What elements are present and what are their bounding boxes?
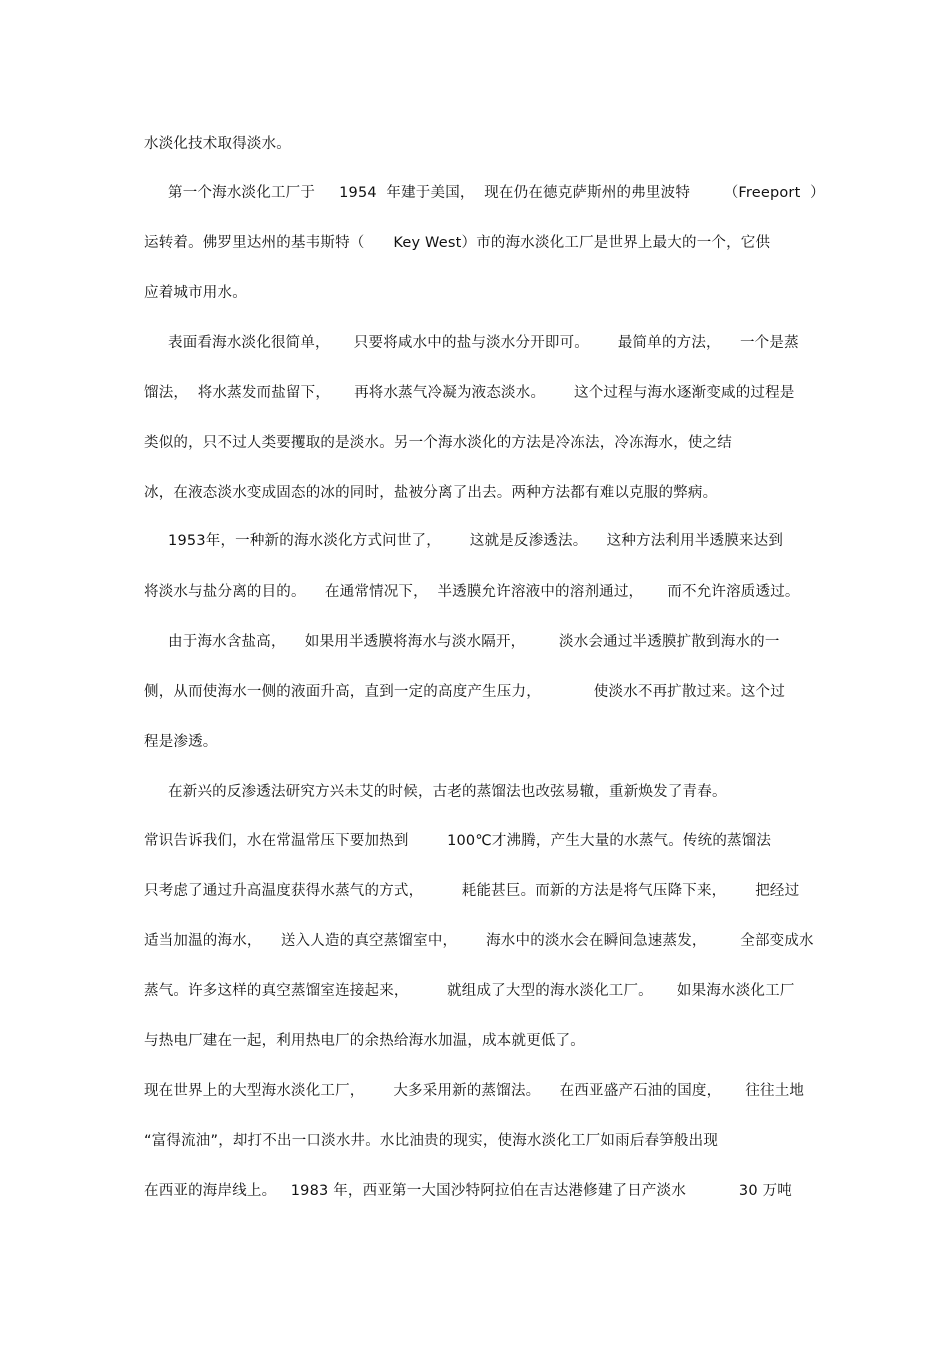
text-line: 常识告诉我们，水在常温常压下要加热到 100℃才沸腾，产生大量的水蒸气。传统的蒸馏法 [144, 833, 772, 849]
text-line: 第一个海水淡化工厂于 1954 年建于美国， 现在仍在德克萨斯州的弗里波特 （Freeport ） [144, 185, 825, 201]
text-line: 程是渗透。 [144, 734, 218, 750]
text-line: 适当加温的海水， 送入人造的真空蒸馏室中， 海水中的淡水会在瞬间急速蒸发， 全部变成水 [144, 933, 814, 949]
text-line: 现在世界上的大型海水淡化工厂， 大多采用新的蒸馏法。 在西亚盛产石油的国度， 往往土地 [144, 1083, 805, 1099]
text-line: 应着城市用水。 [144, 285, 247, 301]
text-line: 将淡水与盐分离的目的。 在通常情况下， 半透膜允许溶液中的溶剂通过， 而不允许溶质透过。 [144, 584, 800, 600]
text-line: 只考虑了通过升高温度获得水蒸气的方式， 耗能甚巨。而新的方法是将气压降下来， 把经过 [144, 883, 800, 899]
text-line: 在西亚的海岸线上。 1983 年，西亚第一大国沙特阿拉伯在吉达港修建了日产淡水 30 万吨 [144, 1183, 792, 1199]
text-line: “富得流油”，却打不出一口淡水井。水比油贵的现实，使海水淡化工厂如雨后春笋般出现 [144, 1133, 719, 1149]
text-line: 表面看海水淡化很简单， 只要将咸水中的盐与淡水分开即可。 最简单的方法， 一个是蒸 [144, 335, 799, 351]
text-line: 冰，在液态淡水变成固态的冰的同时，盐被分离了出去。两种方法都有难以克服的弊病。 [144, 485, 718, 501]
text-line: 与热电厂建在一起，利用热电厂的余热给海水加温，成本就更低了。 [144, 1033, 585, 1049]
text-line: 类似的，只不过人类要攫取的是淡水。另一个海水淡化的方法是冷冻法，冷冻海水，使之结 [144, 435, 732, 451]
text-line: 水淡化技术取得淡水。 [144, 136, 291, 152]
text-line: 由于海水含盐高， 如果用半透膜将海水与淡水隔开， 淡水会通过半透膜扩散到海水的一 [144, 634, 780, 650]
text-line: 蒸气。许多这样的真空蒸馏室连接起来， 就组成了大型的海水淡化工厂。 如果海水淡化工厂 [144, 983, 795, 999]
text-line: 运转着。佛罗里达州的基韦斯特（ Key West）市的海水淡化工厂是世界上最大的一个，它供 [144, 235, 771, 251]
text-line: 侧，从而使海水一侧的液面升高，直到一定的高度产生压力， 使淡水不再扩散过来。这个过 [144, 684, 785, 700]
text-line: 馏法， 将水蒸发而盐留下， 再将水蒸气冷凝为液态淡水。 这个过程与海水逐渐变咸的过程是 [144, 385, 795, 401]
text-line: 在新兴的反渗透法研究方兴未艾的时候，古老的蒸馏法也改弦易辙，重新焕发了青春。 [144, 784, 727, 800]
text-line: 1953年，一种新的海水淡化方式问世了， 这就是反渗透法。 这种方法利用半透膜来达到 [144, 533, 784, 549]
